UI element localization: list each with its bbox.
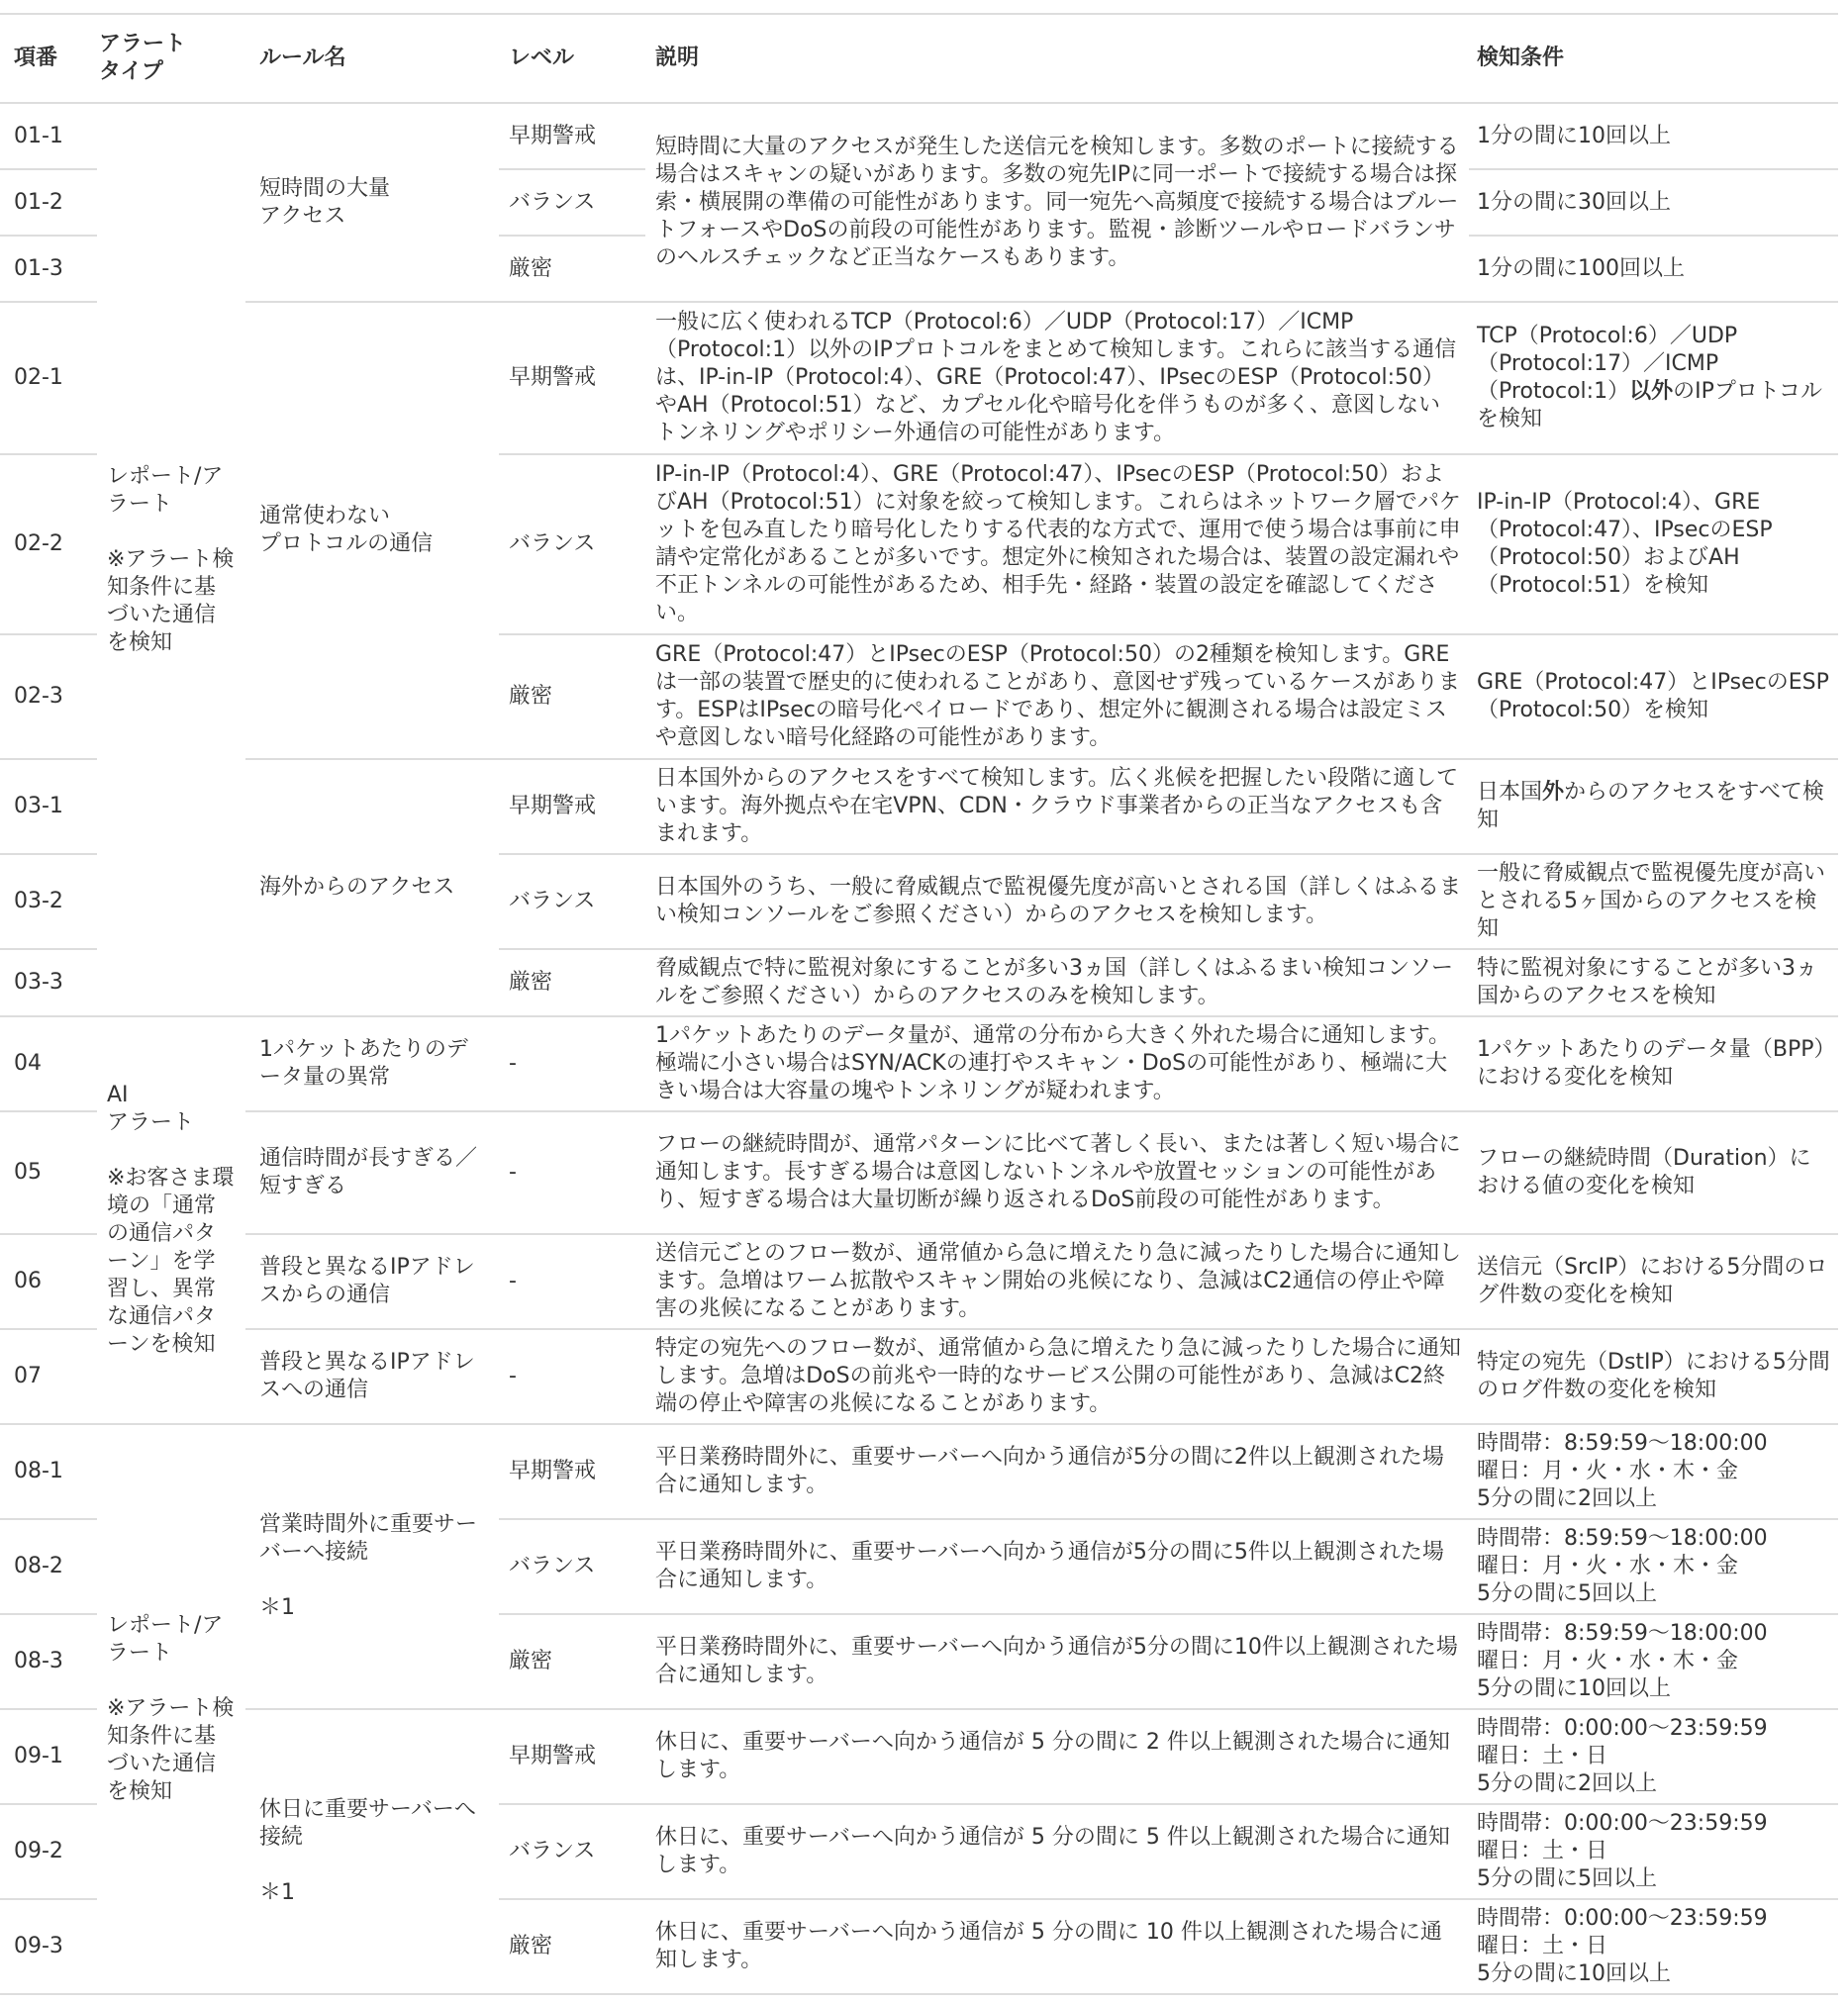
condition-text: のIPプロトコルを検知	[1477, 379, 1822, 431]
level-cell: バランス	[499, 1804, 645, 1899]
condition-emphasis: 外	[1542, 780, 1565, 805]
header-row	[0, 14, 1838, 103]
rule-name-cell: 普段と異なるIPアドレスへの通信	[245, 1329, 499, 1424]
row-id: 07	[0, 1329, 97, 1424]
condition-cell: 一般に脅威観点で監視優先度が高いとされる5ヶ国からのアクセスを検知	[1469, 854, 1838, 949]
row-id: 03-2	[0, 854, 97, 949]
row-id: 06	[0, 1234, 97, 1329]
table-row	[0, 103, 1838, 169]
condition-cell	[1469, 759, 1838, 854]
row-id: 09-3	[0, 1899, 97, 1994]
description-cell: IP-in-IP（Protocol:4）、GRE（Protocol:47）、IPsecのESP（Protocol:50）およびAH（Protocol:51）に対象を絞って検知します。これらはネットワーク層でパケットを包み直したり暗号化したりする代表的な方式で、運用で使う場合は事前に申請や定常化があることが多いです。想定外に検知された場合は、装置の設定漏れや不正トンネルの可能性があるため、相手先・経路・装置の設定を確認してください。	[645, 454, 1469, 634]
row-id: 02-2	[0, 454, 97, 634]
condition-cell: 時間帯：8:59:59〜18:00:00 曜日：月・火・水・木・金 5分の間に2回以上	[1469, 1424, 1838, 1519]
rule-name-cell: 1パケットあたりのデータ量の異常	[245, 1016, 499, 1111]
condition-cell: フローの継続時間（Duration）における値の変化を検知	[1469, 1111, 1838, 1234]
level-cell: 厳密	[499, 1614, 645, 1709]
detection-rules-table	[0, 13, 1838, 1995]
rule-name-cell: 海外からのアクセス	[245, 759, 499, 1016]
description-cell: 平日業務時間外に、重要サーバーへ向かう通信が5分の間に2件以上観測された場合に通知します。	[645, 1424, 1469, 1519]
description-cell: 1パケットあたりのデータ量が、通常の分布から大きく外れた場合に通知します。極端に小さい場合はSYN/ACKの連打やスキャン・DoSの可能性があり、極端に大きい場合は大容量の塊やトンネリングが疑われます。	[645, 1016, 1469, 1111]
table-row	[0, 1329, 1838, 1424]
row-id: 08-3	[0, 1614, 97, 1709]
row-id: 03-3	[0, 949, 97, 1016]
level-cell: バランス	[499, 169, 645, 236]
row-id: 01-3	[0, 236, 97, 302]
header-description: 説明	[645, 14, 1469, 103]
level-cell: 早期警戒	[499, 1424, 645, 1519]
level-cell: 厳密	[499, 634, 645, 759]
rule-name-cell: 営業時間外に重要サーバーへ接続 ＊1	[245, 1424, 499, 1709]
condition-cell	[1469, 302, 1838, 454]
level-cell: -	[499, 1234, 645, 1329]
description-cell: 脅威観点で特に監視対象にすることが多い3ヵ国（詳しくはふるまい検知コンソールをご参照ください）からのアクセスのみを検知します。	[645, 949, 1469, 1016]
alert-type-cell: レポート/アラート ※アラート検知条件に基づいた通信を検知	[97, 1424, 245, 1994]
level-cell: バランス	[499, 1519, 645, 1614]
condition-text: TCP（Protocol:6）／UDP（Protocol:17）／ICMP（Protocol:1）	[1477, 324, 1738, 404]
row-id: 02-1	[0, 302, 97, 454]
level-cell: バランス	[499, 854, 645, 949]
condition-cell: 特に監視対象にすることが多い3ヵ国からのアクセスを検知	[1469, 949, 1838, 1016]
description-cell: 平日業務時間外に、重要サーバーへ向かう通信が5分の間に5件以上観測された場合に通知します。	[645, 1519, 1469, 1614]
rule-name-cell: 短時間の大量 アクセス	[245, 103, 499, 302]
description-cell: 送信元ごとのフロー数が、通常値から急に増えたり急に減ったりした場合に通知します。急増はワーム拡散やスキャン開始の兆候になり、急減はC2通信の停止や障害の兆候になることがあります。	[645, 1234, 1469, 1329]
row-id: 04	[0, 1016, 97, 1111]
header-id: 項番	[0, 14, 97, 103]
header-alert-type: アラート タイプ	[97, 14, 245, 103]
condition-emphasis: 以外	[1629, 379, 1674, 404]
condition-cell: 1分の間に30回以上	[1469, 169, 1838, 236]
description-cell: 一般に広く使われるTCP（Protocol:6）／UDP（Protocol:17）／ICMP（Protocol:1）以外のIPプロトコルをまとめて検知します。これらに該当する通信は、IP-in-IP（Protocol:4）、GRE（Protocol:47）、IPsecのESP（Protocol:50）やAH（Protocol:51）など、カプセル化や暗号化を伴うものが多く、意図しないトンネリングやポリシー外通信の可能性があります。	[645, 302, 1469, 454]
condition-text: 日本国	[1477, 780, 1543, 805]
table-row	[0, 1424, 1838, 1519]
header-level: レベル	[499, 14, 645, 103]
condition-cell: 1パケットあたりのデータ量（BPP）における変化を検知	[1469, 1016, 1838, 1111]
header-condition: 検知条件	[1469, 14, 1838, 103]
row-id: 08-1	[0, 1424, 97, 1519]
condition-cell: 1分の間に10回以上	[1469, 103, 1838, 169]
condition-cell: 送信元（SrcIP）における5分間のログ件数の変化を検知	[1469, 1234, 1838, 1329]
alert-type-cell: レポート/アラート ※アラート検知条件に基づいた通信を検知	[97, 103, 245, 1016]
table-row	[0, 1111, 1838, 1234]
condition-cell: 時間帯：0:00:00〜23:59:59 曜日：土・日 5分の間に5回以上	[1469, 1804, 1838, 1899]
description-cell: 平日業務時間外に、重要サーバーへ向かう通信が5分の間に10件以上観測された場合に通知します。	[645, 1614, 1469, 1709]
rule-name-cell: 通常使わない プロトコルの通信	[245, 302, 499, 759]
description-cell: 休日に、重要サーバーへ向かう通信が 5 分の間に 10 件以上観測された場合に通知します。	[645, 1899, 1469, 1994]
rule-name-cell: 通信時間が長すぎる／短すぎる	[245, 1111, 499, 1234]
row-id: 01-2	[0, 169, 97, 236]
row-id: 01-1	[0, 103, 97, 169]
row-id: 02-3	[0, 634, 97, 759]
condition-cell: GRE（Protocol:47）とIPsecのESP（Protocol:50）を検知	[1469, 634, 1838, 759]
condition-cell: 時間帯：8:59:59〜18:00:00 曜日：月・火・水・木・金 5分の間に5回以上	[1469, 1519, 1838, 1614]
level-cell: -	[499, 1329, 645, 1424]
description-cell: 特定の宛先へのフロー数が、通常値から急に増えたり急に減ったりした場合に通知します。急増はDoSの前兆や一時的なサービス公開の可能性があり、急減はC2終端の停止や障害の兆候になることがあります。	[645, 1329, 1469, 1424]
description-cell: フローの継続時間が、通常パターンに比べて著しく長い、または著しく短い場合に通知します。長すぎる場合は意図しないトンネルや放置セッションの可能性があり、短すぎる場合は大量切断が繰り返されるDoS前段の可能性があります。	[645, 1111, 1469, 1234]
row-id: 09-1	[0, 1709, 97, 1804]
level-cell: バランス	[499, 454, 645, 634]
description-cell: 短時間に大量のアクセスが発生した送信元を検知します。多数のポートに接続する場合はスキャンの疑いがあります。多数の宛先IPに同一ポートで接続する場合は探索・横展開の準備の可能性があります。同一宛先へ高頻度で接続する場合はブルートフォースやDoSの前段の可能性があります。監視・診断ツールやロードバランサのヘルスチェックなど正当なケースもあります。	[645, 103, 1469, 302]
level-cell: -	[499, 1111, 645, 1234]
description-cell: 日本国外からのアクセスをすべて検知します。広く兆候を把握したい段階に適しています。海外拠点や在宅VPN、CDN・クラウド事業者からの正当なアクセスも含まれます。	[645, 759, 1469, 854]
condition-cell: 時間帯：0:00:00〜23:59:59 曜日：土・日 5分の間に2回以上	[1469, 1709, 1838, 1804]
alert-type-cell: AI アラート ※お客さま環境の「通常の通信パターン」を学習し、異常な通信パターンを検知	[97, 1016, 245, 1424]
row-id: 08-2	[0, 1519, 97, 1614]
condition-cell: 特定の宛先（DstIP）における5分間のログ件数の変化を検知	[1469, 1329, 1838, 1424]
row-id: 05	[0, 1111, 97, 1234]
level-cell: 早期警戒	[499, 302, 645, 454]
level-cell: 厳密	[499, 949, 645, 1016]
condition-cell: 時間帯：8:59:59〜18:00:00 曜日：月・火・水・木・金 5分の間に10回以上	[1469, 1614, 1838, 1709]
row-id: 09-2	[0, 1804, 97, 1899]
description-cell: 休日に、重要サーバーへ向かう通信が 5 分の間に 5 件以上観測された場合に通知します。	[645, 1804, 1469, 1899]
row-id: 03-1	[0, 759, 97, 854]
table-row	[0, 1709, 1838, 1804]
condition-cell: 1分の間に100回以上	[1469, 236, 1838, 302]
level-cell: 早期警戒	[499, 759, 645, 854]
level-cell: -	[499, 1016, 645, 1111]
description-cell: GRE（Protocol:47）とIPsecのESP（Protocol:50）の2種類を検知します。GREは一部の装置で歴史的に使われることがあり、意図せず残っているケースがあります。ESPはIPsecの暗号化ペイロードであり、想定外に観測される場合は設定ミスや意図しない暗号化経路の可能性があります。	[645, 634, 1469, 759]
table-row	[0, 1234, 1838, 1329]
condition-cell: IP-in-IP（Protocol:4）、GRE（Protocol:47）、IPsecのESP（Protocol:50）およびAH（Protocol:51）を検知	[1469, 454, 1838, 634]
table-row	[0, 302, 1838, 454]
level-cell: 早期警戒	[499, 1709, 645, 1804]
description-cell: 日本国外のうち、一般に脅威観点で監視優先度が高いとされる国（詳しくはふるまい検知コンソールをご参照ください）からのアクセスを検知します。	[645, 854, 1469, 949]
level-cell: 早期警戒	[499, 103, 645, 169]
level-cell: 厳密	[499, 236, 645, 302]
level-cell: 厳密	[499, 1899, 645, 1994]
table-row	[0, 1016, 1838, 1111]
table-row	[0, 759, 1838, 854]
header-rule-name: ルール名	[245, 14, 499, 103]
rule-name-cell: 休日に重要サーバーへ接続 ＊1	[245, 1709, 499, 1994]
condition-text: からのアクセスをすべて検知	[1477, 780, 1824, 832]
rule-name-cell: 普段と異なるIPアドレスからの通信	[245, 1234, 499, 1329]
condition-cell: 時間帯：0:00:00〜23:59:59 曜日：土・日 5分の間に10回以上	[1469, 1899, 1838, 1994]
description-cell: 休日に、重要サーバーへ向かう通信が 5 分の間に 2 件以上観測された場合に通知します。	[645, 1709, 1469, 1804]
